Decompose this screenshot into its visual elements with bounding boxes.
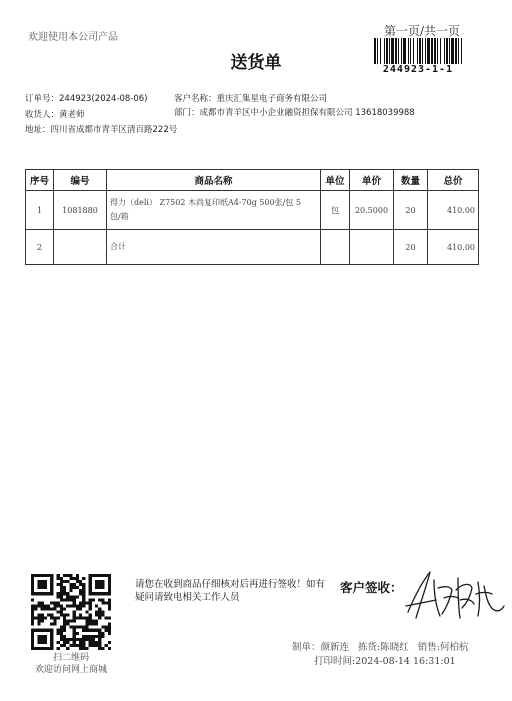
picker-text: 拣货:陈晓红: [358, 642, 409, 653]
cell-total: 410.00: [428, 191, 479, 230]
cell-code: [54, 230, 107, 265]
customer-value: 重庆汇集星电子商务有限公司: [216, 94, 328, 104]
qr-code-icon: [31, 574, 111, 650]
product-name-line: 得力（deli） Z7502 木尚复印纸A4-70g 500张/包 5: [110, 198, 301, 207]
order-number-label: 订单号：: [25, 94, 60, 104]
receiver-value: 黄老师: [59, 110, 85, 120]
col-header-qty: 数量: [394, 170, 428, 191]
maker-text: 制单：颜新连: [292, 642, 350, 653]
col-header-seq: 序号: [26, 170, 54, 191]
customer-sign-label: 客户签收：: [340, 580, 403, 595]
department-label: 部门：: [174, 108, 200, 118]
department-field: [174, 106, 415, 118]
barcode-number: 244923-1-1: [382, 64, 454, 75]
welcome-text: 欢迎使用本公司产品: [28, 32, 118, 43]
col-header-name: 商品名称: [107, 170, 321, 191]
table-header-row: [26, 170, 479, 191]
col-header-unit: 单位: [321, 170, 350, 191]
cell-qty: 20: [394, 230, 428, 265]
address-label: 地址：: [25, 125, 51, 135]
product-name-line: 包/箱: [110, 212, 129, 221]
customer-label: 客户名称：: [174, 94, 217, 104]
items-table: [25, 169, 479, 265]
address-value: 四川省成都市青羊区清百路222号: [50, 125, 178, 135]
cell-product-name: [107, 191, 321, 230]
document-title: 送货单: [230, 53, 282, 73]
sales-text: 销售:何柏杭: [417, 642, 469, 653]
barcode-icon: [374, 38, 462, 64]
cell-price: 20.5000: [350, 191, 394, 230]
page-indicator: 第一页/共一页: [384, 24, 461, 38]
cell-qty: 20: [394, 191, 428, 230]
cell-seq: 2: [26, 230, 54, 265]
cell-total-label: 合计: [107, 230, 321, 265]
cell-unit: [321, 230, 350, 265]
cell-total: 410.00: [428, 230, 479, 265]
col-header-total: 总价: [428, 170, 479, 191]
sign-notice: 请您在收到商品仔细核对后再进行签收！如有疑问请致电相关工作人员: [135, 579, 326, 603]
address-field: [25, 123, 177, 135]
cell-price: [350, 230, 394, 265]
col-header-code: 编号: [54, 170, 107, 191]
staff-line: [292, 639, 474, 653]
order-number-field: [25, 92, 148, 104]
receiver-field: [25, 108, 85, 120]
department-value: 成都市青羊区中小企业融资担保有限公司 13618039988: [199, 108, 415, 118]
table-row: [26, 191, 479, 230]
cell-code: 1081880: [54, 191, 107, 230]
handwritten-signature: [400, 560, 508, 622]
print-time: 打印时间:2024-08-14 16:31:01: [314, 656, 456, 667]
table-row: [26, 230, 479, 265]
order-number-value: 244923(2024-08-06): [59, 94, 148, 104]
cell-seq: 1: [26, 191, 54, 230]
receiver-label: 收货人：: [25, 110, 60, 120]
cell-unit: 包: [321, 191, 350, 230]
qr-caption-sub: 欢迎访问网上商城: [34, 665, 107, 675]
customer-field: [174, 92, 327, 104]
qr-caption: 扫二维码: [52, 653, 89, 663]
col-header-price: 单价: [350, 170, 394, 191]
